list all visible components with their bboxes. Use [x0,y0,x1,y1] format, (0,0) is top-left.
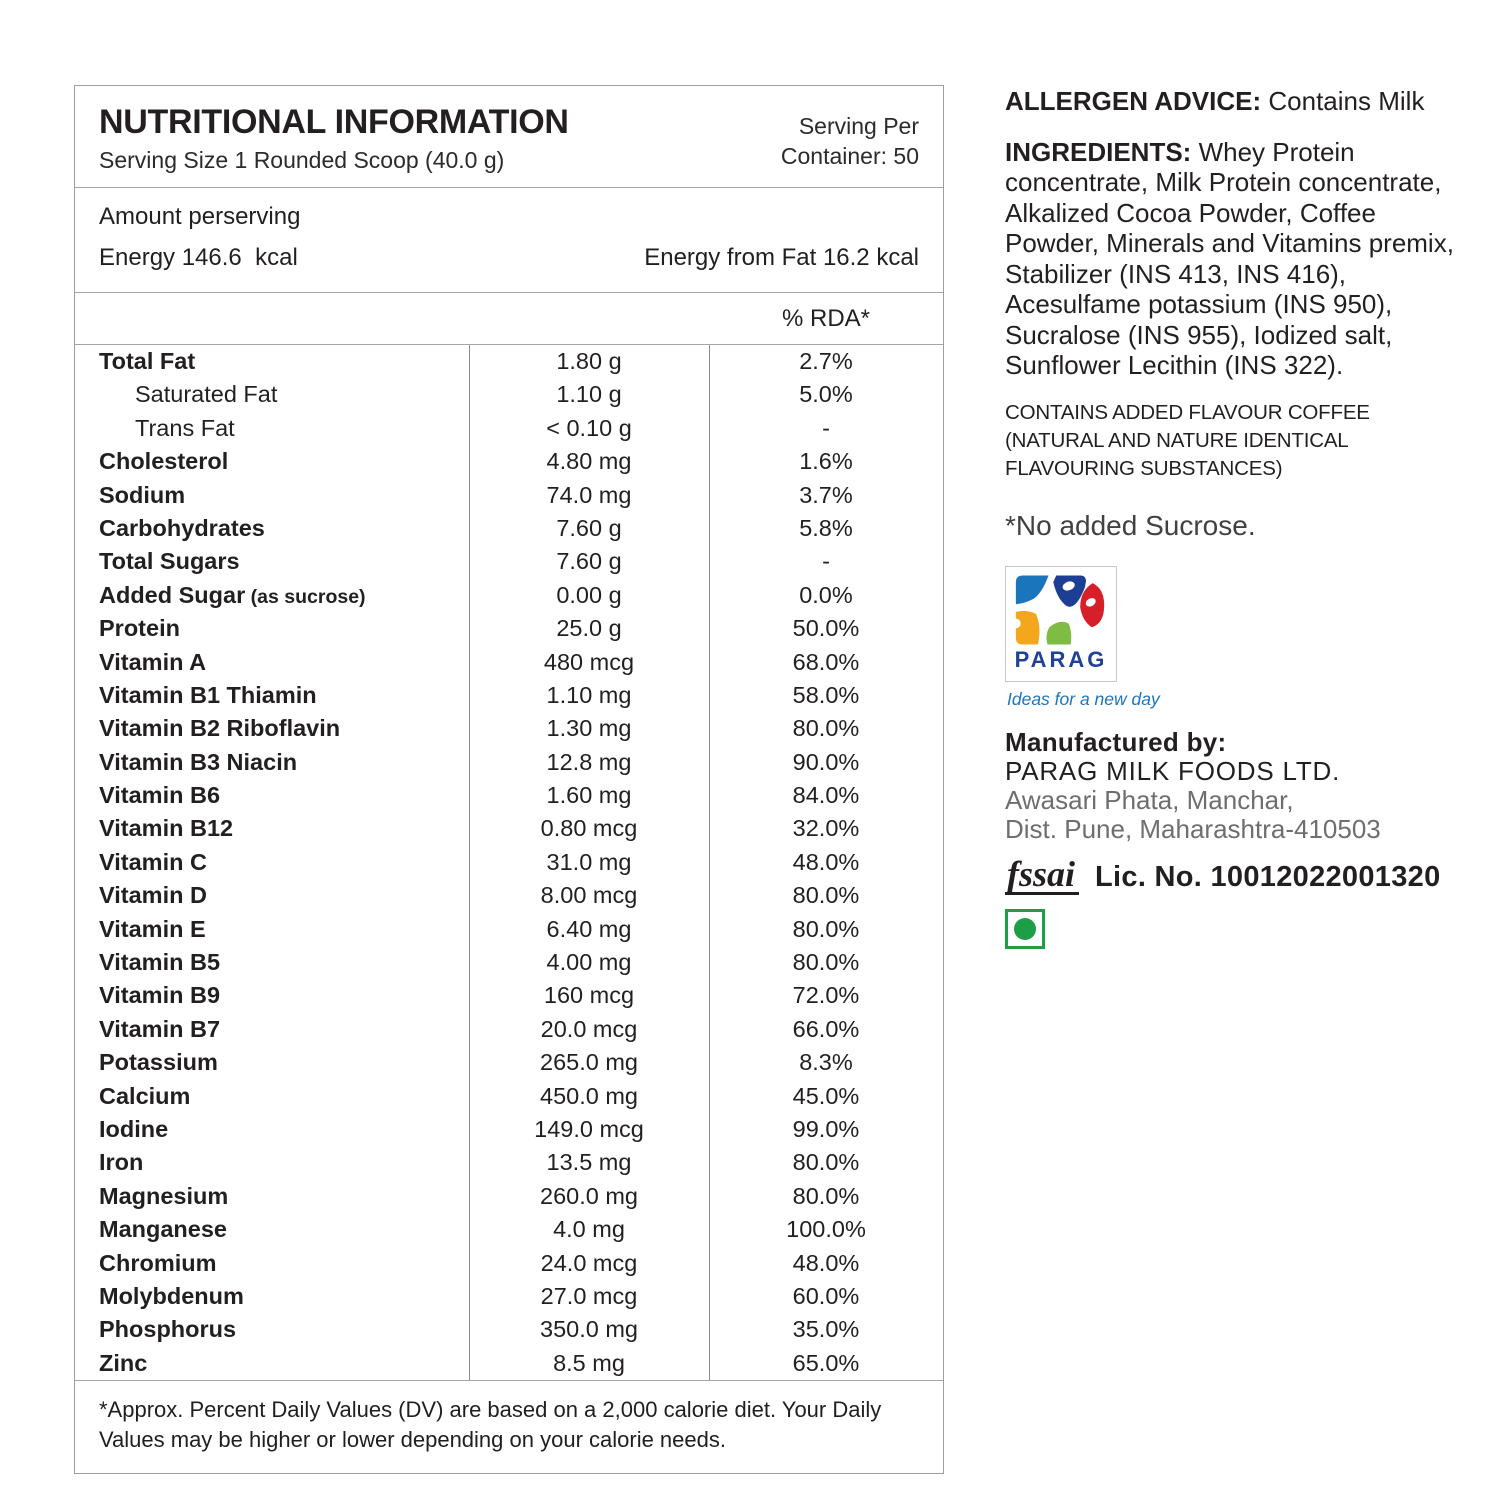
nutrient-rda: 72.0% [792,982,860,1009]
nutrient-amount: 4.0 mg [553,1216,625,1243]
serving-size-text: Serving Size 1 Rounded Scoop (40.0 g) [99,147,505,173]
nutrient-amount: 480 mcg [543,648,635,675]
parag-logo-box [1005,566,1117,682]
nutrient-row [75,445,943,478]
nutrient-rda: 80.0% [792,1182,860,1209]
nutrient-amount: 1.10 g [556,381,622,408]
nutrient-amount: 6.40 mg [546,915,632,942]
nutrient-amount: 350.0 mg [540,1316,638,1343]
nutrient-row [75,545,943,578]
nutrient-rda: 80.0% [792,949,860,976]
nutrient-row [75,846,943,879]
nutrient-row [75,1046,943,1079]
added-flavour-note: CONTAINS ADDED FLAVOUR COFFEE (NATURAL AND NATURE IDENTICAL FLAVOURING SUBSTANCES) [1005,400,1370,480]
nutrient-row [75,579,943,612]
nutrient-name: Vitamin B12 [99,815,234,842]
column-divider [469,345,470,1380]
nutrient-amount: 450.0 mg [540,1082,638,1109]
energy-from-fat-value: Energy from Fat 16.2 kcal [644,244,919,271]
nutrient-rda: 32.0% [792,815,860,842]
nutrient-name: Vitamin B1 Thiamin [99,681,317,708]
energy-section [75,188,943,293]
nutrient-row [75,812,943,845]
nutrient-row [75,512,943,545]
allergen-advice-value: Contains Milk [1268,86,1425,116]
nutrient-amount: 8.00 mcg [540,882,638,909]
nutrient-amount: 0.80 mcg [540,815,638,842]
nutrient-rda: 90.0% [792,748,860,775]
nutrient-row [75,1347,943,1380]
nutrient-name: Molybdenum [99,1282,244,1309]
nutrient-amount: 24.0 mcg [540,1249,638,1276]
nutrient-row [75,1080,943,1113]
nutrition-facts-panel [74,85,944,1474]
nutrient-name: Iron [99,1149,144,1176]
no-added-sucrose-note: *No added Sucrose. [1005,509,1256,541]
nutrient-amount: 265.0 mg [540,1049,638,1076]
nutrient-rda: 80.0% [792,882,860,909]
nutrient-amount: 7.60 g [556,548,622,575]
nutrient-row [75,1013,943,1046]
fssai-logo: fssai [1005,856,1079,895]
nutrient-amount: 4.80 mg [546,448,632,475]
servings-per-container [781,103,919,171]
nutrient-name: Vitamin C [99,848,207,875]
nutrient-row [75,1280,943,1313]
nutrient-row [75,612,943,645]
nutrient-amount: 8.5 mg [553,1349,625,1376]
nutrient-rda: 48.0% [792,1249,860,1276]
brand-tagline: Ideas for a new day [1007,688,1160,709]
nutrient-amount: 260.0 mg [540,1182,638,1209]
nutrient-row [75,1313,943,1346]
nutrient-row [75,913,943,946]
nutrient-row [75,879,943,912]
nutrient-rda: 58.0% [792,681,860,708]
nutrient-rda: 100.0% [786,1216,866,1243]
nutrient-name: Potassium [99,1049,218,1076]
manufactured-by-label: Manufactured by: [1005,726,1227,757]
amount-per-serving-label: Amount perserving [99,203,301,230]
nutrient-row [75,946,943,979]
nutrient-name: Phosphorus [99,1316,237,1343]
nutrient-row [75,746,943,779]
nutrient-name: Total Sugars [99,548,240,575]
nutrient-rda: 80.0% [792,1149,860,1176]
nutrient-name: Vitamin D [99,882,207,909]
nutrient-row [75,712,943,745]
nutrient-row [75,345,943,378]
allergen-advice [1005,86,1463,117]
nutrient-name: Sodium [99,481,186,508]
nutrient-amount: 0.00 g [556,581,622,608]
manufacturer-address-line1: Awasari Phata, Manchar, [1005,784,1294,815]
nutrient-rda: 2.7% [799,348,853,374]
nutrient-rda: - [822,548,830,575]
nutrient-rda: 5.8% [799,514,853,541]
nutrient-row [75,1247,943,1280]
nutrient-name: Calcium [99,1082,191,1109]
nutrient-rda: 3.7% [799,481,853,508]
nutrient-rda: 80.0% [792,915,860,942]
nutrient-name-note: (as sucrose) [245,585,366,608]
nutrient-name: Added Sugar (as sucrose) [99,581,366,608]
nutrient-rda: 48.0% [792,848,860,875]
manufacturer-name: PARAG MILK FOODS LTD. [1005,755,1341,786]
nutrient-name: Vitamin E [99,915,206,942]
nutrient-amount: < 0.10 g [546,414,632,441]
vegetarian-mark-icon [1005,909,1045,949]
nutrient-amount: 1.60 mg [546,782,632,809]
nutrient-amount: 4.00 mg [546,949,632,976]
nutrient-name: Vitamin B9 [99,982,221,1009]
nutrient-rda: 0.0% [799,581,853,608]
nutrient-name: Vitamin B3 Niacin [99,748,298,775]
nutrient-name: Zinc [99,1349,148,1376]
ingredients-label: INGREDIENTS: [1005,136,1192,167]
nutrient-row [75,1213,943,1246]
nutrient-name: Vitamin A [99,648,207,675]
parag-logo-mark [1013,572,1109,648]
nutrient-amount: 13.5 mg [546,1149,632,1176]
nutrient-rda: 50.0% [792,615,860,642]
nutrient-row [75,979,943,1012]
servings-per-container-line2: Container: 50 [780,143,919,169]
nutrient-name: Saturated Fat [135,381,278,408]
nutrient-table-body [75,345,943,1380]
nutrient-row [75,479,943,512]
nutrient-row [75,412,943,445]
nutrient-name: Chromium [99,1249,217,1276]
nutrient-row [75,779,943,812]
nutrient-name: Magnesium [99,1182,229,1209]
nutrient-amount: 1.30 mg [546,715,632,742]
nutrient-amount: 1.80 g [556,348,622,374]
nutrient-amount: 74.0 mg [546,481,632,508]
parag-logo [1005,566,1463,710]
fssai-license-number: Lic. No. 10012022001320 [1095,860,1441,893]
nutrient-amount: 20.0 mcg [540,1015,638,1042]
nutrient-row [75,679,943,712]
nutrient-amount: 25.0 g [556,615,622,642]
nutrient-rda: - [822,414,830,441]
nutrient-row [75,1180,943,1213]
nutrient-row [75,378,943,411]
parag-logo-wordmark: PARAG [1014,646,1108,672]
vegetarian-dot [1014,918,1036,940]
nutrient-rda: 80.0% [792,715,860,742]
nutrient-rda: 66.0% [792,1015,860,1042]
nutrient-rda: 65.0% [792,1349,860,1376]
nutrient-amount: 12.8 mg [546,748,632,775]
nutrient-rda: 35.0% [792,1316,860,1343]
nutrient-rda: 1.6% [799,448,853,475]
nutrient-name: Vitamin B7 [99,1015,221,1042]
nutrient-name: Vitamin B5 [99,949,221,976]
energy-value: Energy 146.6 kcal [99,244,298,271]
nutrient-rda: 99.0% [792,1115,860,1142]
nutrient-amount: 160 mcg [543,982,635,1009]
nutrient-name: Cholesterol [99,448,229,475]
nutrient-rda: 68.0% [792,648,860,675]
nutrient-amount: 1.10 mg [546,681,632,708]
ingredients [1005,137,1463,381]
nutrient-name: Manganese [99,1216,227,1243]
servings-per-container-line1: Serving Per [798,113,919,139]
column-divider [709,345,710,1380]
nutrient-row [75,1113,943,1146]
nutrient-name: Vitamin B2 Riboflavin [99,715,341,742]
nutrient-name: Trans Fat [135,414,235,441]
nutrient-name: Vitamin B6 [99,782,221,809]
nutrient-row [75,646,943,679]
fssai-license-row [1005,853,1463,895]
nutrient-name: Total Fat [99,348,196,374]
nutrient-name: Iodine [99,1115,169,1142]
table-header [75,86,943,188]
info-panel [1005,86,1463,949]
nutrient-row [75,1146,943,1179]
nutrient-rda: 60.0% [792,1282,860,1309]
nutrient-name: Protein [99,615,180,642]
nutrient-rda: 8.3% [799,1049,853,1076]
nutrient-amount: 31.0 mg [546,848,632,875]
daily-value-footnote: *Approx. Percent Daily Values (DV) are based on a 2,000 calorie diet. Your Daily Values may be higher or lower depending on your calorie needs. [75,1380,943,1473]
nutrient-name: Carbohydrates [99,514,265,541]
rda-header-row [75,293,943,345]
nutrient-rda: 84.0% [792,782,860,809]
rda-column-header: % RDA* [781,305,871,332]
nutrient-rda: 5.0% [799,381,853,408]
ingredients-text: Whey Protein concentrate, Milk Protein concentrate, Alkalized Cocoa Powder, Coffee Powder, Minerals and Vitamins premix, Stabilizer (INS 413, INS 416), Acesulfame potassium (INS 950), Sucralose (INS 955), Iodized salt, Sunflower Lecithin (INS 322). [1005,136,1454,380]
nutrient-amount: 149.0 mcg [534,1115,644,1142]
allergen-advice-label: ALLERGEN ADVICE: [1005,86,1262,116]
manufacturer-address-line2: Dist. Pune, Maharashtra-410503 [1005,813,1381,844]
panel-title: NUTRITIONAL INFORMATION [99,103,569,141]
nutrient-amount: 7.60 g [556,514,622,541]
manufacturer-block [1005,728,1463,844]
nutrient-amount: 27.0 mcg [540,1282,638,1309]
nutrient-rda: 45.0% [792,1082,860,1109]
